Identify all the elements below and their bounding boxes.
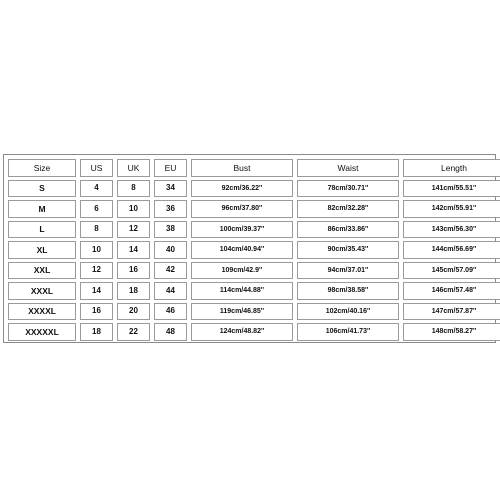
cell-uk: 12: [117, 221, 150, 239]
cell-waist: 78cm/30.71'': [297, 180, 399, 198]
cell-length: 146cm/57.48'': [403, 282, 500, 300]
cell-eu: 48: [154, 323, 187, 341]
cell-size: XXXXXL: [8, 323, 76, 341]
cell-bust: 104cm/40.94'': [191, 241, 293, 259]
header-eu: EU: [154, 159, 187, 177]
cell-waist: 94cm/37.01'': [297, 262, 399, 280]
cell-length: 145cm/57.09'': [403, 262, 500, 280]
cell-bust: 100cm/39.37'': [191, 221, 293, 239]
cell-uk: 16: [117, 262, 150, 280]
cell-size: L: [8, 221, 76, 239]
cell-uk: 22: [117, 323, 150, 341]
size-chart-grid: [8, 159, 500, 341]
cell-us: 10: [80, 241, 113, 259]
cell-us: 6: [80, 200, 113, 218]
cell-us: 16: [80, 303, 113, 321]
cell-us: 12: [80, 262, 113, 280]
cell-length: 144cm/56.69'': [403, 241, 500, 259]
cell-bust: 92cm/36.22'': [191, 180, 293, 198]
header-bust: Bust: [191, 159, 293, 177]
cell-waist: 86cm/33.86'': [297, 221, 399, 239]
cell-uk: 14: [117, 241, 150, 259]
header-waist: Waist: [297, 159, 399, 177]
cell-uk: 18: [117, 282, 150, 300]
cell-us: 18: [80, 323, 113, 341]
cell-bust: 114cm/44.88'': [191, 282, 293, 300]
cell-length: 141cm/55.51'': [403, 180, 500, 198]
cell-eu: 46: [154, 303, 187, 321]
cell-eu: 34: [154, 180, 187, 198]
cell-us: 4: [80, 180, 113, 198]
cell-length: 143cm/56.30'': [403, 221, 500, 239]
cell-size: XXXXL: [8, 303, 76, 321]
header-us: US: [80, 159, 113, 177]
cell-waist: 90cm/35.43'': [297, 241, 399, 259]
cell-eu: 40: [154, 241, 187, 259]
cell-waist: 106cm/41.73'': [297, 323, 399, 341]
cell-length: 142cm/55.91'': [403, 200, 500, 218]
cell-eu: 44: [154, 282, 187, 300]
cell-waist: 102cm/40.16'': [297, 303, 399, 321]
cell-uk: 8: [117, 180, 150, 198]
cell-eu: 42: [154, 262, 187, 280]
cell-length: 147cm/57.87'': [403, 303, 500, 321]
cell-size: S: [8, 180, 76, 198]
cell-uk: 10: [117, 200, 150, 218]
cell-us: 14: [80, 282, 113, 300]
header-length: Length: [403, 159, 500, 177]
cell-eu: 38: [154, 221, 187, 239]
cell-eu: 36: [154, 200, 187, 218]
cell-bust: 119cm/46.85'': [191, 303, 293, 321]
cell-size: XXXL: [8, 282, 76, 300]
cell-length: 148cm/58.27'': [403, 323, 500, 341]
cell-bust: 96cm/37.80'': [191, 200, 293, 218]
cell-size: XXL: [8, 262, 76, 280]
cell-size: M: [8, 200, 76, 218]
cell-bust: 109cm/42.9'': [191, 262, 293, 280]
cell-bust: 124cm/48.82'': [191, 323, 293, 341]
size-chart: [3, 154, 496, 343]
cell-us: 8: [80, 221, 113, 239]
cell-waist: 82cm/32.28'': [297, 200, 399, 218]
header-uk: UK: [117, 159, 150, 177]
cell-waist: 98cm/38.58'': [297, 282, 399, 300]
cell-size: XL: [8, 241, 76, 259]
header-size: Size: [8, 159, 76, 177]
cell-uk: 20: [117, 303, 150, 321]
